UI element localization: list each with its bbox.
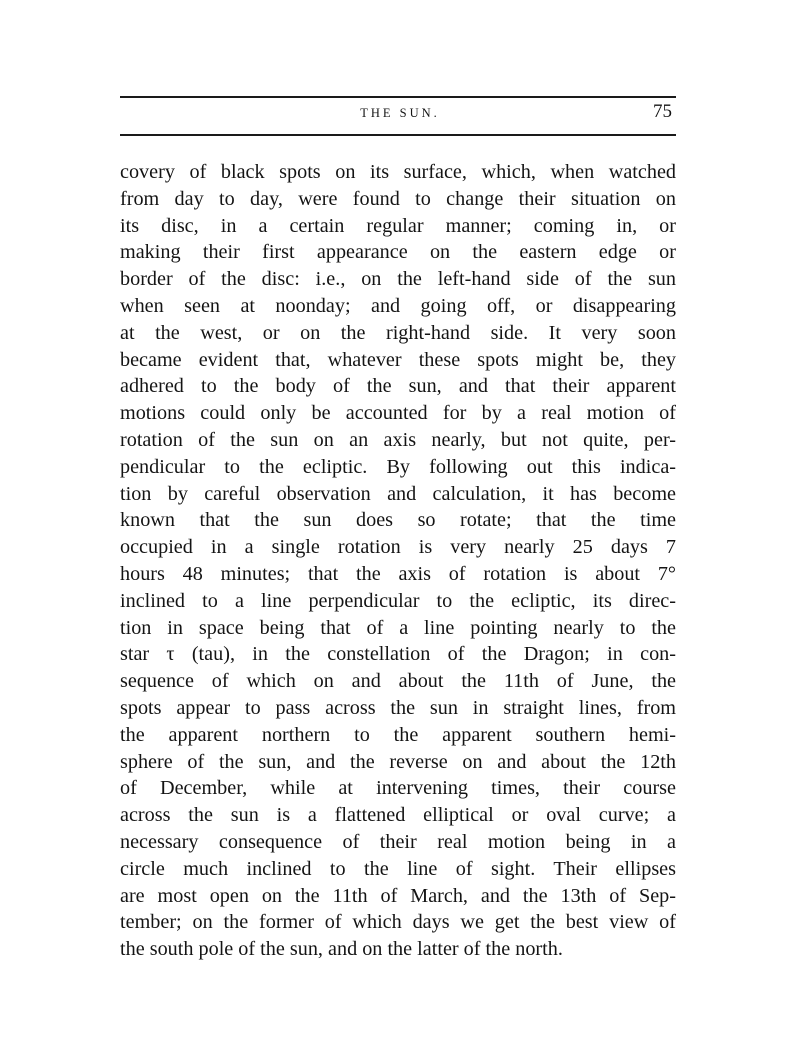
text-line: from day to day, were found to change their situation on xyxy=(120,187,676,210)
running-title: THE SUN. xyxy=(360,106,440,120)
text-line: the south pole of the sun, and on the latter of the north. xyxy=(120,938,563,961)
body-text xyxy=(120,159,676,963)
text-line: circle much inclined to the line of sight. Their ellipses xyxy=(120,857,676,880)
text-line: at the west, or on the right-hand side. It very soon xyxy=(120,321,676,344)
text-line: star τ (tau), in the constellation of the Dragon; in con- xyxy=(120,643,676,666)
page-number: 75 xyxy=(653,101,672,122)
text-line: necessary consequence of their real motion being in a xyxy=(120,830,676,853)
text-line: its disc, in a certain regular manner; coming in, or xyxy=(120,214,676,237)
text-line: inclined to a line perpendicular to the ecliptic, its direc- xyxy=(120,589,676,612)
text-line: covery of black spots on its surface, which, when watched xyxy=(120,161,676,183)
text-line: spots appear to pass across the sun in straight lines, from xyxy=(120,696,676,719)
text-line: sphere of the sun, and the reverse on and about the 12th xyxy=(120,750,676,773)
text-line: known that the sun does so rotate; that the time xyxy=(120,509,676,532)
text-line: of December, while at intervening times, their course xyxy=(120,777,676,800)
text-line: when seen at noonday; and going off, or disappearing xyxy=(120,294,676,317)
text-line: adhered to the body of the sun, and that their apparent xyxy=(120,375,676,398)
header-bottom-rule xyxy=(120,134,676,136)
text-line: pendicular to the ecliptic. By following out this indica- xyxy=(120,455,676,478)
text-line: motions could only be accounted for by a real motion of xyxy=(120,402,676,425)
text-line: making their first appearance on the eastern edge or xyxy=(120,241,676,264)
text-line: tion by careful observation and calculation, it has become xyxy=(120,482,676,505)
text-line: became evident that, whatever these spots might be, they xyxy=(120,348,676,371)
text-line: occupied in a single rotation is very nearly 25 days 7 xyxy=(120,536,676,559)
text-line: hours 48 minutes; that the axis of rotation is about 7° xyxy=(120,562,676,585)
text-line: rotation of the sun on an axis nearly, but not quite, per- xyxy=(120,428,676,451)
text-line: across the sun is a flattened elliptical or oval curve; a xyxy=(120,804,676,827)
text-line: border of the disc: i.e., on the left-hand side of the sun xyxy=(120,268,676,291)
text-line: sequence of which on and about the 11th of June, the xyxy=(120,670,676,693)
text-line: the apparent northern to the apparent southern hemi- xyxy=(120,723,676,746)
header-top-rule xyxy=(120,96,676,98)
text-line: are most open on the 11th of March, and the 13th of Sep- xyxy=(120,884,676,907)
text-line: tion in space being that of a line pointing nearly to the xyxy=(120,616,676,639)
text-line: tember; on the former of which days we get the best view of xyxy=(120,911,676,934)
